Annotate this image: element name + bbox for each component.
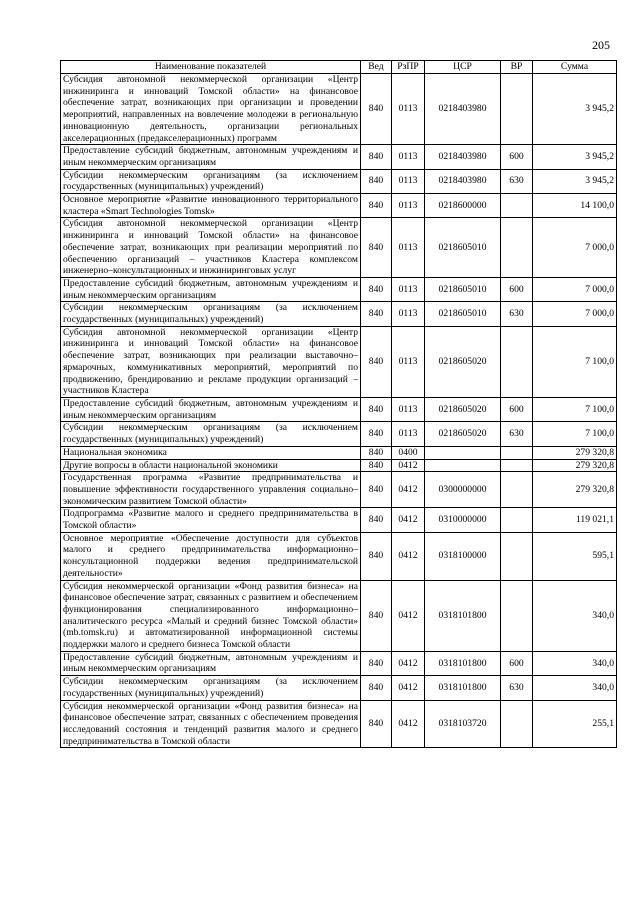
cell-ved: 840	[361, 459, 392, 472]
table-row	[61, 532, 617, 580]
cell-rzpr: 0412	[392, 580, 425, 651]
table-row	[61, 302, 617, 326]
cell-name: Предоставление субсидий бюджетным, автономным учреждениям и иным некоммерческим организациям	[61, 145, 361, 169]
cell-sum: 7 100,0	[533, 326, 617, 397]
cell-sum: 340,0	[533, 676, 617, 700]
cell-ved: 840	[361, 277, 392, 301]
cell-name: Субсидии некоммерческим организациям (за исключением государственных (муниципальных) учреждений)	[61, 169, 361, 193]
cell-vr: 600	[501, 145, 533, 169]
cell-ved: 840	[361, 194, 392, 218]
cell-vr	[501, 580, 533, 651]
cell-sum: 119 021,1	[533, 508, 617, 532]
cell-vr: 630	[501, 676, 533, 700]
cell-rzpr: 0412	[392, 508, 425, 532]
cell-ved: 840	[361, 74, 392, 145]
cell-sum: 3 945,2	[533, 145, 617, 169]
table-row	[61, 446, 617, 459]
header-sum: Сумма	[533, 61, 617, 74]
cell-rzpr: 0113	[392, 169, 425, 193]
cell-name: Субсидии некоммерческим организациям (за исключением государственных (муниципальных) учреждений)	[61, 422, 361, 446]
cell-sum: 340,0	[533, 580, 617, 651]
cell-name: Субсидии некоммерческим организациям (за исключением государственных (муниципальных) учреждений)	[61, 676, 361, 700]
cell-sum: 279 320,8	[533, 472, 617, 508]
cell-csr: 0218605010	[425, 302, 501, 326]
cell-csr: 0218605010	[425, 277, 501, 301]
cell-csr	[425, 459, 501, 472]
table-row	[61, 651, 617, 675]
budget-table	[60, 60, 617, 748]
cell-name: Предоставление субсидий бюджетным, автономным учреждениям и иным некоммерческим организациям	[61, 651, 361, 675]
table-row	[61, 277, 617, 301]
cell-sum: 7 000,0	[533, 302, 617, 326]
table-row	[61, 74, 617, 145]
cell-ved: 840	[361, 651, 392, 675]
cell-name: Подпрограмма «Развитие малого и среднего предпринимательства в Томской области»	[61, 508, 361, 532]
cell-sum: 595,1	[533, 532, 617, 580]
header-vr: ВР	[501, 61, 533, 74]
table-row	[61, 169, 617, 193]
cell-name: Предоставление субсидий бюджетным, автономным учреждениям и иным некоммерческим организациям	[61, 397, 361, 421]
cell-sum: 7 000,0	[533, 218, 617, 278]
cell-name: Субсидия автономной некоммерческой организации «Центр инжиниринга и инноваций Томской области» на финансовое обеспечение затрат, возникающих при реализации мероприятий по обеспечению организаций – участников Кластера комплексом инженерно–консультационных и инжиниринговых услуг	[61, 218, 361, 278]
cell-sum: 7 000,0	[533, 277, 617, 301]
cell-csr: 0318101800	[425, 651, 501, 675]
cell-rzpr: 0412	[392, 700, 425, 748]
cell-vr: 630	[501, 169, 533, 193]
cell-sum: 340,0	[533, 651, 617, 675]
cell-vr	[501, 508, 533, 532]
header-csr: ЦСР	[425, 61, 501, 74]
cell-vr	[501, 472, 533, 508]
cell-name: Субсидия некоммерческой организации «Фонд развития бизнеса» на финансовое обеспечение затрат, связанных с обеспечением проведения исследований состояния и тенденций развития малого и среднего предпринимательства в Томской области	[61, 700, 361, 748]
cell-csr: 0218600000	[425, 194, 501, 218]
cell-vr	[501, 74, 533, 145]
cell-vr: 600	[501, 397, 533, 421]
cell-name: Субсидия автономной некоммерческой организации «Центр инжиниринга и инноваций Томской области» на финансовое обеспечение затрат, возникающих при организации и проведении мероприятий, направленных на вовлечение молодежи в региональную инновационную деятельность, организации региональных акселерационных (предакселерационных) программ	[61, 74, 361, 145]
cell-csr: 0218605020	[425, 422, 501, 446]
cell-ved: 840	[361, 169, 392, 193]
cell-name: Национальная экономика	[61, 446, 361, 459]
cell-csr: 0300000000	[425, 472, 501, 508]
table-row	[61, 580, 617, 651]
cell-vr	[501, 194, 533, 218]
cell-vr	[501, 459, 533, 472]
cell-sum: 279 320,8	[533, 446, 617, 459]
cell-ved: 840	[361, 472, 392, 508]
cell-vr: 600	[501, 651, 533, 675]
header-rzpr: РзПР	[392, 61, 425, 74]
table-row	[61, 508, 617, 532]
cell-rzpr: 0113	[392, 326, 425, 397]
table-row	[61, 459, 617, 472]
cell-name: Субсидии некоммерческим организациям (за исключением государственных (муниципальных) учреждений)	[61, 302, 361, 326]
cell-csr	[425, 446, 501, 459]
cell-csr: 0318101800	[425, 580, 501, 651]
cell-sum: 7 100,0	[533, 422, 617, 446]
cell-name: Государственная программа «Развитие предпринимательства и повышение эффективности государственного управления социально–экономическим развитием Томской области»	[61, 472, 361, 508]
header-name: Наименование показателей	[61, 61, 361, 74]
cell-csr: 0218403980	[425, 169, 501, 193]
cell-sum: 3 945,2	[533, 169, 617, 193]
cell-sum: 14 100,0	[533, 194, 617, 218]
cell-rzpr: 0113	[392, 218, 425, 278]
cell-vr	[501, 700, 533, 748]
cell-rzpr: 0113	[392, 277, 425, 301]
table-row	[61, 472, 617, 508]
cell-sum: 7 100,0	[533, 397, 617, 421]
table-row	[61, 700, 617, 748]
cell-ved: 840	[361, 676, 392, 700]
table-header-row	[61, 61, 617, 74]
cell-rzpr: 0113	[392, 422, 425, 446]
cell-vr: 630	[501, 422, 533, 446]
cell-csr: 0218605010	[425, 218, 501, 278]
cell-rzpr: 0113	[392, 74, 425, 145]
cell-ved: 840	[361, 145, 392, 169]
cell-ved: 840	[361, 326, 392, 397]
table-row	[61, 422, 617, 446]
table-row	[61, 218, 617, 278]
table-row	[61, 676, 617, 700]
cell-ved: 840	[361, 422, 392, 446]
cell-rzpr: 0412	[392, 651, 425, 675]
cell-csr: 0310000000	[425, 508, 501, 532]
header-ved: Вед	[361, 61, 392, 74]
cell-name: Субсидия автономной некоммерческой организации «Центр инжиниринга и инноваций Томской области» на финансовое обеспечение затрат, возникающих при реализации выставочно–ярмарочных, коммуникативных мероприятий, мероприятий по продвижению, брендированию и рекламе продукции организаций – участников Кластера	[61, 326, 361, 397]
cell-name: Предоставление субсидий бюджетным, автономным учреждениям и иным некоммерческим организациям	[61, 277, 361, 301]
cell-csr: 0318101800	[425, 676, 501, 700]
cell-rzpr: 0412	[392, 532, 425, 580]
cell-csr: 0218605020	[425, 326, 501, 397]
cell-sum: 279 320,8	[533, 459, 617, 472]
cell-rzpr: 0400	[392, 446, 425, 459]
cell-csr: 0218605020	[425, 397, 501, 421]
cell-name: Основное мероприятие «Обеспечение доступности для субъектов малого и среднего предпринимательства информационно–консультационной поддержки ведения предпринимательской деятельности»	[61, 532, 361, 580]
cell-rzpr: 0113	[392, 194, 425, 218]
cell-ved: 840	[361, 580, 392, 651]
cell-vr	[501, 446, 533, 459]
cell-name: Основное мероприятие «Развитие инновационного территориального кластера «Smart Technologies Tomsk»	[61, 194, 361, 218]
cell-rzpr: 0113	[392, 302, 425, 326]
cell-name: Другие вопросы в области национальной экономики	[61, 459, 361, 472]
cell-sum: 3 945,2	[533, 74, 617, 145]
cell-csr: 0218403980	[425, 74, 501, 145]
table-row	[61, 326, 617, 397]
cell-ved: 840	[361, 446, 392, 459]
cell-csr: 0318103720	[425, 700, 501, 748]
cell-rzpr: 0412	[392, 459, 425, 472]
page-number: 205	[592, 38, 610, 52]
cell-vr	[501, 326, 533, 397]
cell-ved: 840	[361, 218, 392, 278]
table-row	[61, 145, 617, 169]
cell-rzpr: 0412	[392, 472, 425, 508]
cell-ved: 840	[361, 397, 392, 421]
cell-vr: 630	[501, 302, 533, 326]
cell-vr: 600	[501, 277, 533, 301]
table-row	[61, 194, 617, 218]
cell-vr	[501, 218, 533, 278]
cell-rzpr: 0113	[392, 145, 425, 169]
cell-csr: 0318100000	[425, 532, 501, 580]
table-row	[61, 397, 617, 421]
cell-ved: 840	[361, 302, 392, 326]
cell-rzpr: 0113	[392, 397, 425, 421]
cell-ved: 840	[361, 532, 392, 580]
cell-sum: 255,1	[533, 700, 617, 748]
cell-vr	[501, 532, 533, 580]
cell-name: Субсидия некоммерческой организации «Фонд развития бизнеса» на финансовое обеспечение затрат, связанных с развитием и обеспечением функционирования специализированного информационно–аналитического ресурса «Малый и средний бизнес Томской области» (mb.tomsk.ru) и автоматизированной информационной системы поддержки малого и среднего бизнеса Томской области	[61, 580, 361, 651]
cell-rzpr: 0412	[392, 676, 425, 700]
cell-ved: 840	[361, 508, 392, 532]
cell-csr: 0218403980	[425, 145, 501, 169]
cell-ved: 840	[361, 700, 392, 748]
